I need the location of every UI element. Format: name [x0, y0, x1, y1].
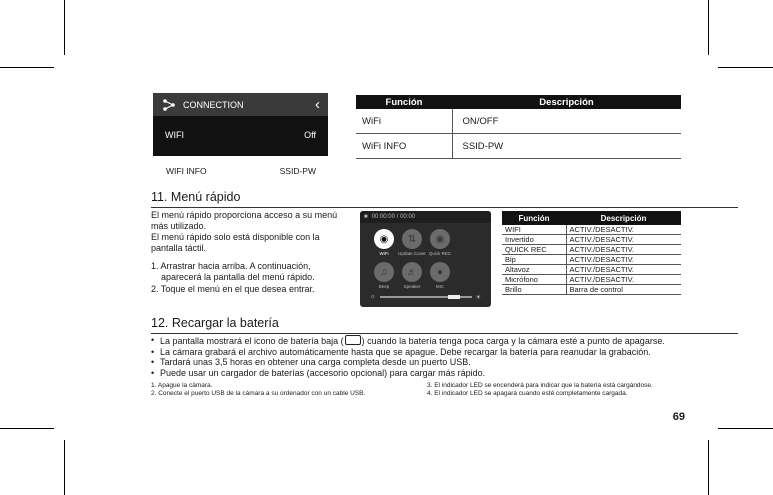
table-cell: ACTIV./DESACTIV.: [566, 225, 681, 235]
wifi-row-value: Off: [304, 130, 316, 140]
quick-menu-function-table: [502, 211, 681, 295]
quick-menu-item[interactable]: [426, 229, 454, 256]
crop-mark: [64, 440, 65, 495]
connection-panel: [153, 93, 328, 156]
brightness-low-icon: ☼: [370, 294, 376, 300]
table-cell: ACTIV./DESACTIV.: [566, 245, 681, 255]
step-item: 4. El indicador LED se apagará cuando esté completamente cargada.: [427, 390, 628, 397]
music-note-icon: ♫: [374, 262, 394, 282]
camera-icon: ■: [364, 214, 368, 220]
quick-menu-label: Update Cover: [398, 251, 426, 256]
section-title: 12. Recargar la batería: [151, 316, 279, 330]
brightness-track[interactable]: [380, 296, 472, 298]
table-cell: WiFi: [356, 109, 452, 134]
charging-steps-right: [427, 382, 653, 398]
paragraph: 2. Toque el menú en el que desea entrar.: [151, 284, 315, 294]
quick-menu-label: Speaker: [403, 284, 421, 289]
speaker-icon: ♬: [402, 262, 422, 282]
brightness-slider[interactable]: [370, 293, 481, 301]
step-item: 1. Apague la cámara.: [151, 382, 213, 389]
quick-menu-item[interactable]: [426, 262, 454, 289]
charging-steps-left: [151, 382, 365, 398]
microphone-icon: ●: [430, 262, 450, 282]
table-row: [356, 134, 681, 159]
quick-menu-item[interactable]: [398, 229, 426, 256]
table-row: [356, 109, 681, 134]
crop-mark: [0, 67, 54, 68]
quick-menu-label: MIC: [435, 284, 445, 289]
quick-menu-status-bar: [360, 211, 491, 223]
table-header: Función: [502, 211, 566, 225]
table-cell: ACTIV./DESACTIV.: [566, 275, 681, 285]
table-header: Función: [356, 95, 452, 109]
table-cell: ACTIV./DESACTIV.: [566, 235, 681, 245]
wifi-info-row: [166, 166, 316, 176]
table-row: [502, 285, 681, 295]
quick-menu-item[interactable]: [370, 262, 398, 289]
table-cell: SSID-PW: [452, 134, 681, 159]
table-cell: QUICK REC: [502, 245, 566, 255]
table-cell: ACTIV./DESACTIV.: [566, 255, 681, 265]
table-cell: Brillo: [502, 285, 566, 295]
table-row: [502, 275, 681, 285]
table-cell: Bip: [502, 255, 566, 265]
back-chevron-icon[interactable]: ‹: [315, 96, 320, 113]
bullet-item: • Tardará unas 3,5 horas en obtener una carga completa desde un puerto USB.: [151, 357, 665, 368]
crop-mark: [718, 67, 773, 68]
quick-menu-item: [454, 229, 482, 256]
table-cell: Barra de control: [566, 285, 681, 295]
quick-menu-label: WiFi: [379, 251, 389, 256]
table-row: [502, 245, 681, 255]
battery-bullets: [151, 335, 665, 378]
bullet-text: La pantalla mostrará el icono de batería baja (: [160, 336, 344, 346]
page-number: 69: [672, 411, 685, 423]
section-divider: [151, 333, 738, 334]
quick-menu-grid: [370, 229, 482, 289]
table-cell: ON/OFF: [452, 109, 681, 134]
paragraph: El menú rápido proporciona acceso a su menú más utilizado.: [151, 210, 338, 231]
quick-menu-item[interactable]: [370, 229, 398, 256]
flip-icon: ⇅: [402, 229, 422, 249]
quick-menu-item[interactable]: [398, 262, 426, 289]
status-text: 00:00:00 / 00:00: [371, 214, 415, 220]
paragraph: El menú rápido solo está disponible con la pantalla táctil.: [151, 232, 320, 253]
bullet-item: • La cámara grabará el archivo automáticamente hasta que se apague. Debe recargar la batería para reanudar la grabación.: [151, 347, 665, 358]
table-header-row: [356, 95, 681, 109]
table-cell: Micrófono: [502, 275, 566, 285]
step-item: 2. Conecte el puerto USB de la cámara a su ordenador con un cable USB.: [151, 390, 366, 397]
table-row: [502, 225, 681, 235]
table-header: Descripción: [566, 211, 681, 225]
table-header: Descripción: [452, 95, 681, 109]
table-cell: Invertido: [502, 235, 566, 245]
paragraph: 1. Arrastrar hacia arriba. A continuación, aparecerá la pantalla del menú rápido.: [151, 261, 315, 282]
table-row: [502, 255, 681, 265]
wifi-function-table: [356, 95, 681, 159]
table-row: [502, 265, 681, 275]
bullet-item: • Puede usar un cargador de baterías (accesorio opcional) para cargar más rápido.: [151, 368, 665, 379]
bullet-text: ) cuando la batería tenga poca carga y la cámara esté a punto de apagarse.: [361, 336, 665, 346]
quick-menu-item: [454, 262, 482, 289]
record-icon: ◉: [430, 229, 450, 249]
share-icon: [162, 99, 176, 111]
table-row: [502, 235, 681, 245]
quick-menu-label: Quick REC: [428, 251, 452, 256]
crop-mark: [708, 0, 709, 55]
crop-mark: [708, 440, 709, 495]
bullet-item: [151, 335, 665, 347]
table-header-row: [502, 211, 681, 225]
table-cell: Altavoz: [502, 265, 566, 275]
connection-header: [153, 93, 328, 116]
section-divider: [151, 207, 738, 208]
wifi-info-label: WIFI INFO: [166, 166, 207, 176]
battery-low-icon: [345, 335, 361, 345]
table-cell: ACTIV./DESACTIV.: [566, 265, 681, 275]
connection-title: CONNECTION: [183, 99, 244, 110]
crop-mark: [64, 0, 65, 55]
quick-menu-screenshot: [360, 211, 491, 307]
table-cell: WIFI: [502, 225, 566, 235]
section-title: 11. Menú rápido: [151, 190, 241, 204]
crop-mark: [0, 428, 54, 429]
section-11-intro: [151, 210, 351, 295]
wifi-row-label: WIFI: [165, 130, 184, 140]
quick-menu-label: Beep: [378, 284, 390, 289]
table-cell: WiFi INFO: [356, 134, 452, 159]
wifi-info-value: SSID-PW: [279, 166, 316, 176]
brightness-high-icon: ☀: [475, 294, 481, 301]
step-item: 3. El indicador LED se encenderá para indicar que la batería está cargándose.: [427, 382, 653, 389]
crop-mark: [718, 428, 773, 429]
wifi-icon: ◉: [374, 229, 394, 249]
wifi-row[interactable]: [153, 116, 328, 140]
